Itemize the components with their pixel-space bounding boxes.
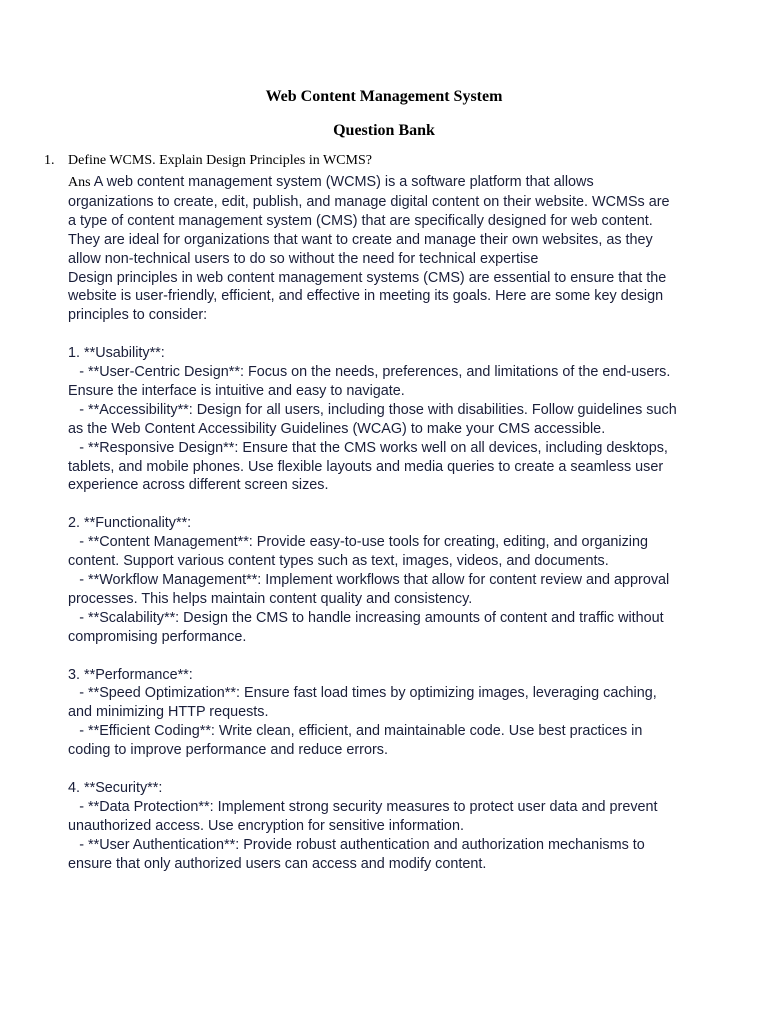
list-item bbox=[68, 836, 680, 874]
section-heading: 4. **Security**: bbox=[68, 779, 163, 796]
question-text: Define WCMS. Explain Design Principles in WCMS? bbox=[68, 153, 372, 168]
document-title: Web Content Management System bbox=[265, 88, 503, 105]
dash-marker: - bbox=[79, 798, 88, 815]
spacer bbox=[68, 760, 680, 779]
dash-marker: - bbox=[79, 836, 88, 853]
dash-marker: - bbox=[79, 364, 88, 381]
answer-prefix: Ans bbox=[68, 175, 91, 190]
dash-marker: - bbox=[79, 609, 88, 626]
document-subtitle: Question Bank bbox=[333, 122, 435, 139]
question-number: 1. bbox=[44, 153, 55, 168]
dash-marker: - bbox=[79, 572, 88, 588]
list-item-text: **Scalability**: Design the CMS to handle increasing amounts of content and traffic without compromising performance. bbox=[68, 609, 664, 645]
list-item bbox=[68, 363, 680, 401]
principles-intro: Design principles in web content management systems (CMS) are essential to ensure that the website is user-friendly, efficient, and effective in meeting its goals. Here are some key design principles to consider: bbox=[68, 269, 667, 324]
list-item-text: **Speed Optimization**: Ensure fast load times by optimizing images, leveraging caching, and minimizing HTTP requests. bbox=[68, 685, 657, 721]
list-item bbox=[68, 401, 680, 439]
answer-intro-text: A web content management system (WCMS) is a software platform that allows organizations to create, edit, publish, and manage digital content on their website. WCMSs are a type of content management system (CMS) that are specifically designed for web content. They are ideal for organizations that want to create and manage their own websites, as they allow non-technical users to do so without the need for technical expertise bbox=[68, 174, 670, 267]
list-item-text: **Accessibility**: Design for all users, including those with disabilities. Follow guidelines such as the Web Content Accessibility Guidelines (WCAG) to make your CMS accessible. bbox=[68, 401, 677, 437]
dash-marker: - bbox=[79, 685, 88, 702]
list-item bbox=[68, 609, 680, 647]
spacer bbox=[68, 495, 680, 514]
list-item-text: **Responsive Design**: Ensure that the CMS works well on all devices, including desktops, tablets, and mobile phones. Use flexible layouts and media queries to create a seamless user experience across different screen sizes. bbox=[68, 439, 668, 494]
section-heading: 3. **Performance**: bbox=[68, 666, 193, 683]
list-item bbox=[68, 533, 680, 571]
answer-body bbox=[68, 173, 680, 873]
list-item-text: **User Authentication**: Provide robust authentication and authorization mechanisms to ensure that only authorized users can access and modify content. bbox=[68, 836, 645, 872]
answer-intro bbox=[68, 173, 680, 269]
question-1 bbox=[44, 153, 372, 169]
list-item-text: **Workflow Management**: Implement workflows that allow for content review and approval processes. This helps maintain content quality and consistency. bbox=[68, 572, 670, 607]
dash-marker: - bbox=[79, 439, 88, 456]
list-item bbox=[68, 684, 680, 722]
list-item-text: **User-Centric Design**: Focus on the needs, preferences, and limitations of the end-users. Ensure the interface is intuitive and easy to navigate. bbox=[68, 364, 671, 399]
dash-marker: - bbox=[79, 534, 88, 551]
list-item-text: **Efficient Coding**: Write clean, efficient, and maintainable code. Use best practices in coding to improve performance and reduce errors. bbox=[68, 723, 643, 759]
spacer bbox=[68, 325, 680, 344]
dash-marker: - bbox=[79, 723, 88, 740]
list-item bbox=[68, 722, 680, 760]
list-item-text: **Content Management**: Provide easy-to-use tools for creating, editing, and organizing content. Support various content types such as text, images, videos, and documents. bbox=[68, 534, 648, 570]
list-item bbox=[68, 439, 680, 496]
spacer bbox=[68, 647, 680, 666]
list-item bbox=[68, 571, 680, 609]
section-heading: 2. **Functionality**: bbox=[68, 515, 192, 532]
list-item bbox=[68, 798, 680, 836]
dash-marker: - bbox=[79, 401, 88, 418]
section-heading: 1. **Usability**: bbox=[68, 345, 165, 362]
list-item-text: **Data Protection**: Implement strong security measures to protect user data and prevent unauthorized access. Use encryption for sensitive information. bbox=[68, 798, 658, 834]
